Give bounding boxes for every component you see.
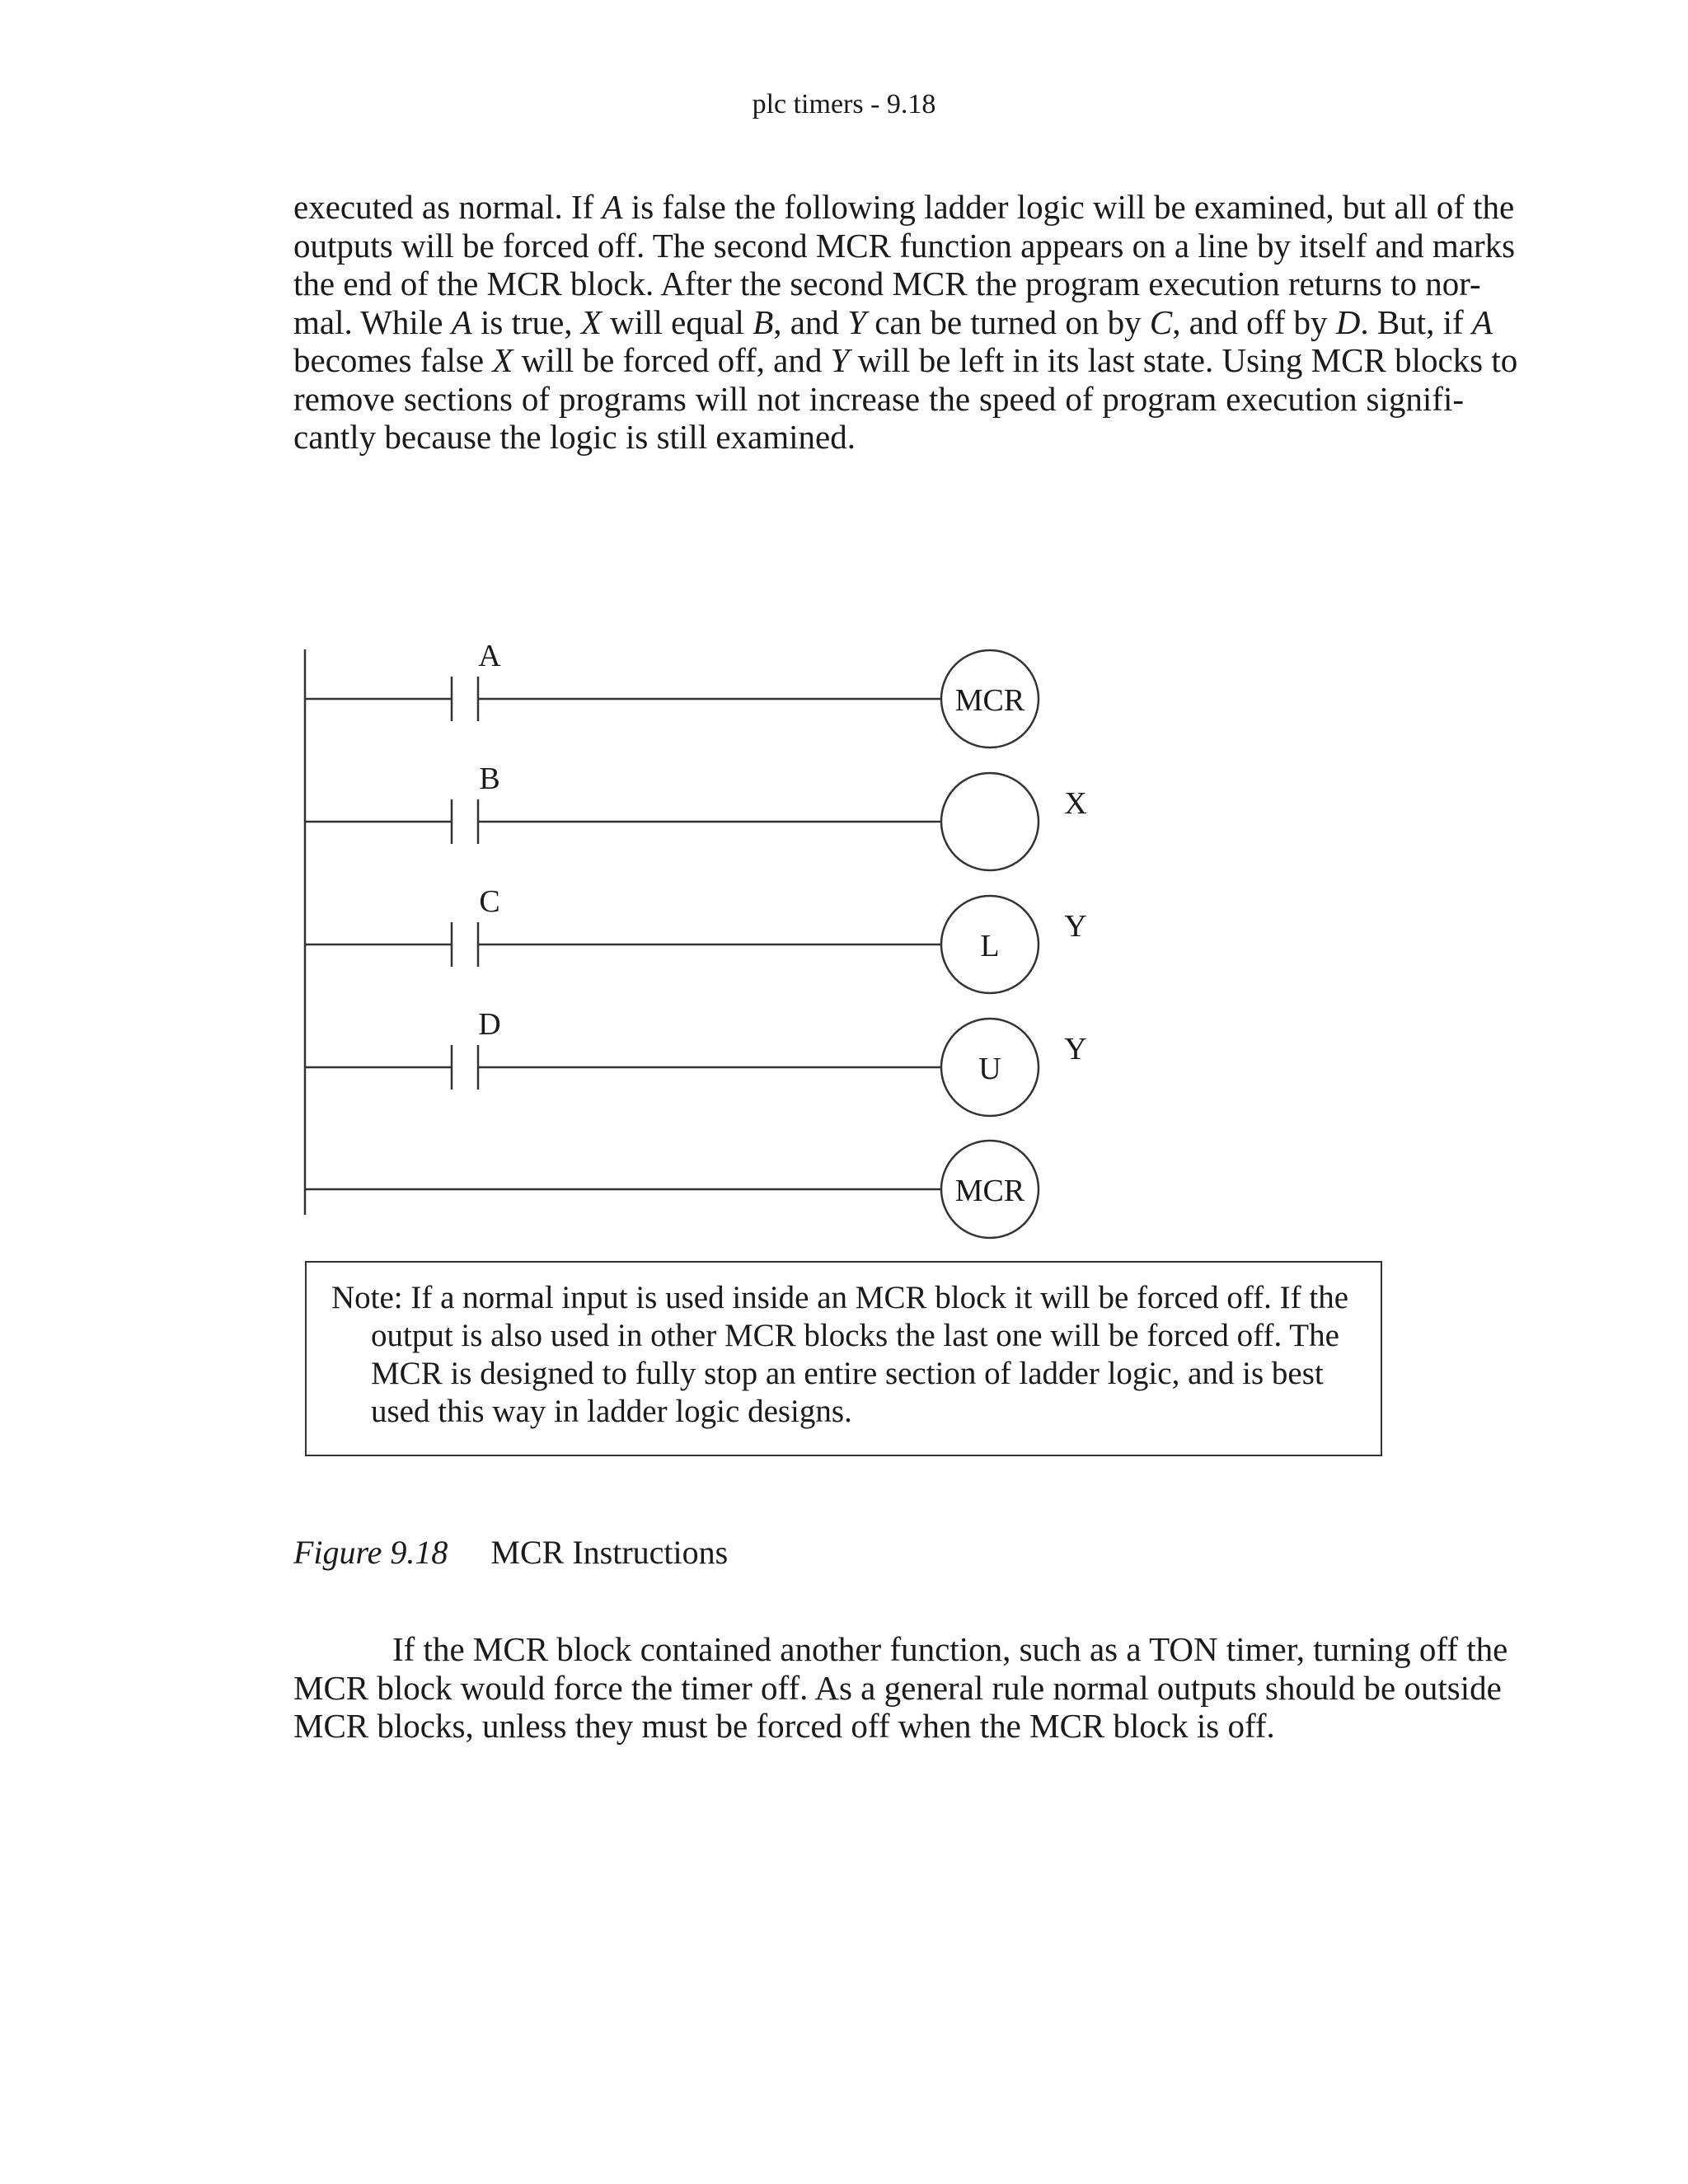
paragraph-line: the end of the MCR block. After the second MCR the program execution returns to nor- <box>293 265 1481 302</box>
coil-circle <box>941 773 1039 870</box>
note-line: Note: If a normal input is used inside an MCR block it will be forced off. If the <box>331 1280 1349 1315</box>
paragraph-line: remove sections of programs will not increase the speed of program execution signifi- <box>293 379 1464 418</box>
figure-title: MCR Instructions <box>490 1534 729 1571</box>
contact-label: B <box>479 762 500 796</box>
coil-text: MCR <box>954 683 1025 718</box>
paragraph-line: mal. While A is true, X will equal B, and Y can be turned on by C, and off by D. But, if A <box>293 302 1493 341</box>
coil-text: MCR <box>954 1174 1025 1208</box>
coil-label: Y <box>1064 909 1087 944</box>
contact-label: C <box>479 884 500 919</box>
running-head: plc timers - 9.18 <box>752 89 936 120</box>
note-text <box>331 1279 1362 1431</box>
paragraph-line: executed as normal. If A is false the following ladder logic will be examined, but all of the <box>293 188 1515 226</box>
paragraph-line: becomes false X will be forced off, and Y will be left in its last state. Using MCR blocks to <box>293 341 1518 379</box>
coil-text: L <box>980 929 1000 963</box>
note-line: output is also used in other MCR blocks the last one will be forced off. The <box>371 1318 1339 1353</box>
paragraph-line: cantly because the logic is still examined. <box>293 418 856 456</box>
coil-text: U <box>978 1052 1001 1086</box>
figure-label: Figure 9.18 <box>293 1534 448 1571</box>
note-box <box>305 1261 1382 1456</box>
body-paragraph-2 <box>293 1630 1508 1746</box>
paragraph-line: MCR block would force the timer off. As a general rule normal outputs should be outside <box>293 1668 1502 1707</box>
contact-label: D <box>478 1007 501 1042</box>
figure-caption <box>293 1533 728 1572</box>
paragraph-line: If the MCR block contained another function, such as a TON timer, turning off the <box>392 1630 1508 1668</box>
note-line: used this way in ladder logic designs. <box>371 1394 852 1429</box>
contact-label: A <box>478 639 501 673</box>
paragraph-line: MCR blocks, unless they must be forced off when the MCR block is off. <box>293 1707 1275 1745</box>
coil-label: Y <box>1064 1032 1087 1066</box>
note-line: MCR is designed to fully stop an entire section of ladder logic, and is best <box>371 1356 1324 1391</box>
ladder-rungs <box>305 639 1087 1238</box>
paragraph-line: outputs will be forced off. The second MCR function appears on a line by itself and marks <box>293 226 1516 265</box>
coil-label: X <box>1064 786 1087 821</box>
